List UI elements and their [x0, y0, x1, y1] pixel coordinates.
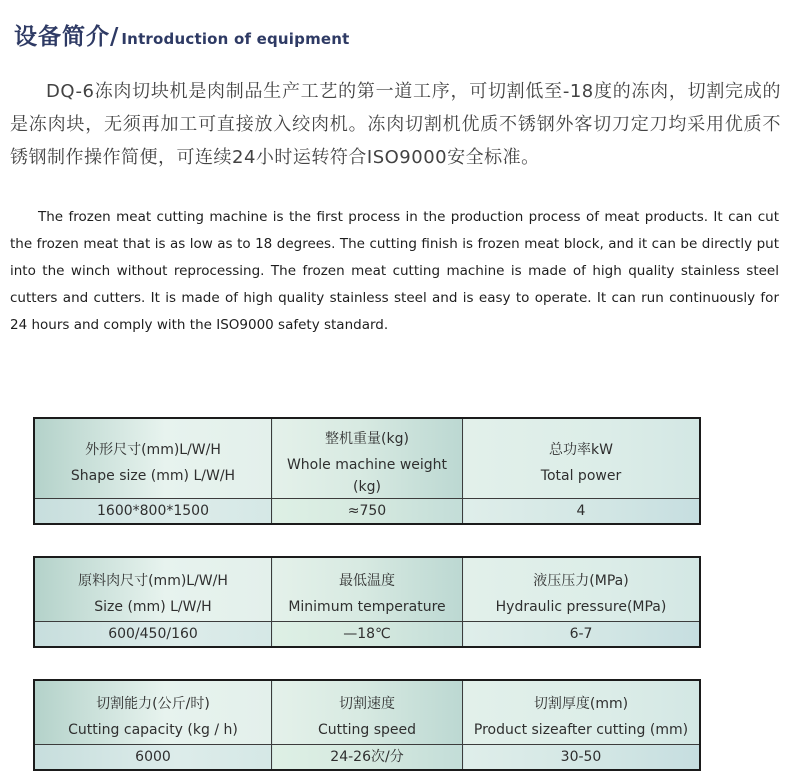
header-cell-cutting-speed — [272, 680, 463, 745]
header-en: Product sizeafter cutting (mm) — [473, 722, 689, 738]
intro-paragraph-en: The frozen meat cutting machine is the first process in the production process of meat products. It can cut the frozen meat that is as low as to 18 degrees. The cutting finish is frozen meat block, and it can be directly put into the winch without reprocessing. The frozen meat cutting machine is made of high quality stainless steel cutters and cutters. It is made of high quality stainless steel and is easy to operate. It can run continuously for 24 hours and comply with the ISO9000 safety standard. — [10, 209, 779, 333]
table-header-row — [34, 418, 700, 499]
value-total-power: 4 — [463, 499, 701, 525]
header-en: Cutting speed — [317, 722, 417, 738]
value-cutting-speed: 24-26次/分 — [272, 745, 463, 771]
header-cell-shape-size — [34, 418, 272, 499]
table-value-row — [34, 499, 700, 525]
header-zh: 切割速度 — [339, 696, 395, 712]
header-zh: 切割能力(公斤/时) — [96, 696, 210, 712]
header-cell-min-temperature — [272, 557, 463, 622]
table-header-row — [34, 557, 700, 622]
header-en: Size (mm) L/W/H — [94, 599, 212, 615]
spec-table-dimensions — [33, 417, 701, 525]
header-zh: 整机重量(kg) — [325, 431, 409, 447]
header-cell-hydraulic-pressure — [463, 557, 701, 622]
header-en: Hydraulic pressure(MPa) — [495, 599, 667, 615]
table-value-row — [34, 622, 700, 648]
page-title-zh: 设备简介/ — [14, 24, 120, 50]
value-machine-weight: ≈750 — [272, 499, 463, 525]
header-zh: 外形尺寸(mm)L/W/H — [85, 442, 221, 458]
table-value-row — [34, 745, 700, 771]
spec-table-material — [33, 556, 701, 648]
value-cutting-thickness: 30-50 — [463, 745, 701, 771]
intro-paragraph-zh: DQ-6冻肉切块机是肉制品生产工艺的第一道工序，可切割低至-18度的冻肉，切割完成的是冻肉块，无须再加工可直接放入绞肉机。冻肉切割机优质不锈钢外客切刀定刀均采用优质不锈钢制作操作简便，可连续24小时运转符合ISO9000安全标准。 — [10, 81, 781, 168]
value-raw-meat-size: 600/450/160 — [34, 622, 272, 648]
header-cell-cutting-thickness — [463, 680, 701, 745]
header-cell-cutting-capacity — [34, 680, 272, 745]
header-zh: 原料肉尺寸(mm)L/W/H — [78, 573, 228, 589]
header-zh: 液压压力(MPa) — [533, 573, 629, 589]
header-zh: 切割厚度(mm) — [533, 696, 629, 712]
value-cutting-capacity: 6000 — [34, 745, 272, 771]
spec-table-cutting — [33, 679, 701, 771]
header-en: Minimum temperature — [288, 599, 446, 615]
value-hydraulic-pressure: 6-7 — [463, 622, 701, 648]
header-en: Whole machine weight (kg) — [286, 457, 448, 495]
header-cell-raw-meat-size — [34, 557, 272, 622]
header-cell-total-power — [463, 418, 701, 499]
value-min-temperature: —18℃ — [272, 622, 463, 648]
header-en: Shape size (mm) L/W/H — [70, 468, 236, 484]
header-zh: 总功率kW — [549, 442, 613, 458]
spec-tables — [10, 417, 781, 771]
value-shape-size: 1600*800*1500 — [34, 499, 272, 525]
page-title-en: Introduction of equipment — [121, 30, 350, 48]
page-title — [14, 18, 781, 51]
header-en: Cutting capacity (kg / h) — [68, 722, 238, 738]
header-zh: 最低温度 — [339, 573, 395, 589]
header-en: Total power — [540, 468, 622, 484]
header-cell-machine-weight — [272, 418, 463, 499]
table-header-row — [34, 680, 700, 745]
